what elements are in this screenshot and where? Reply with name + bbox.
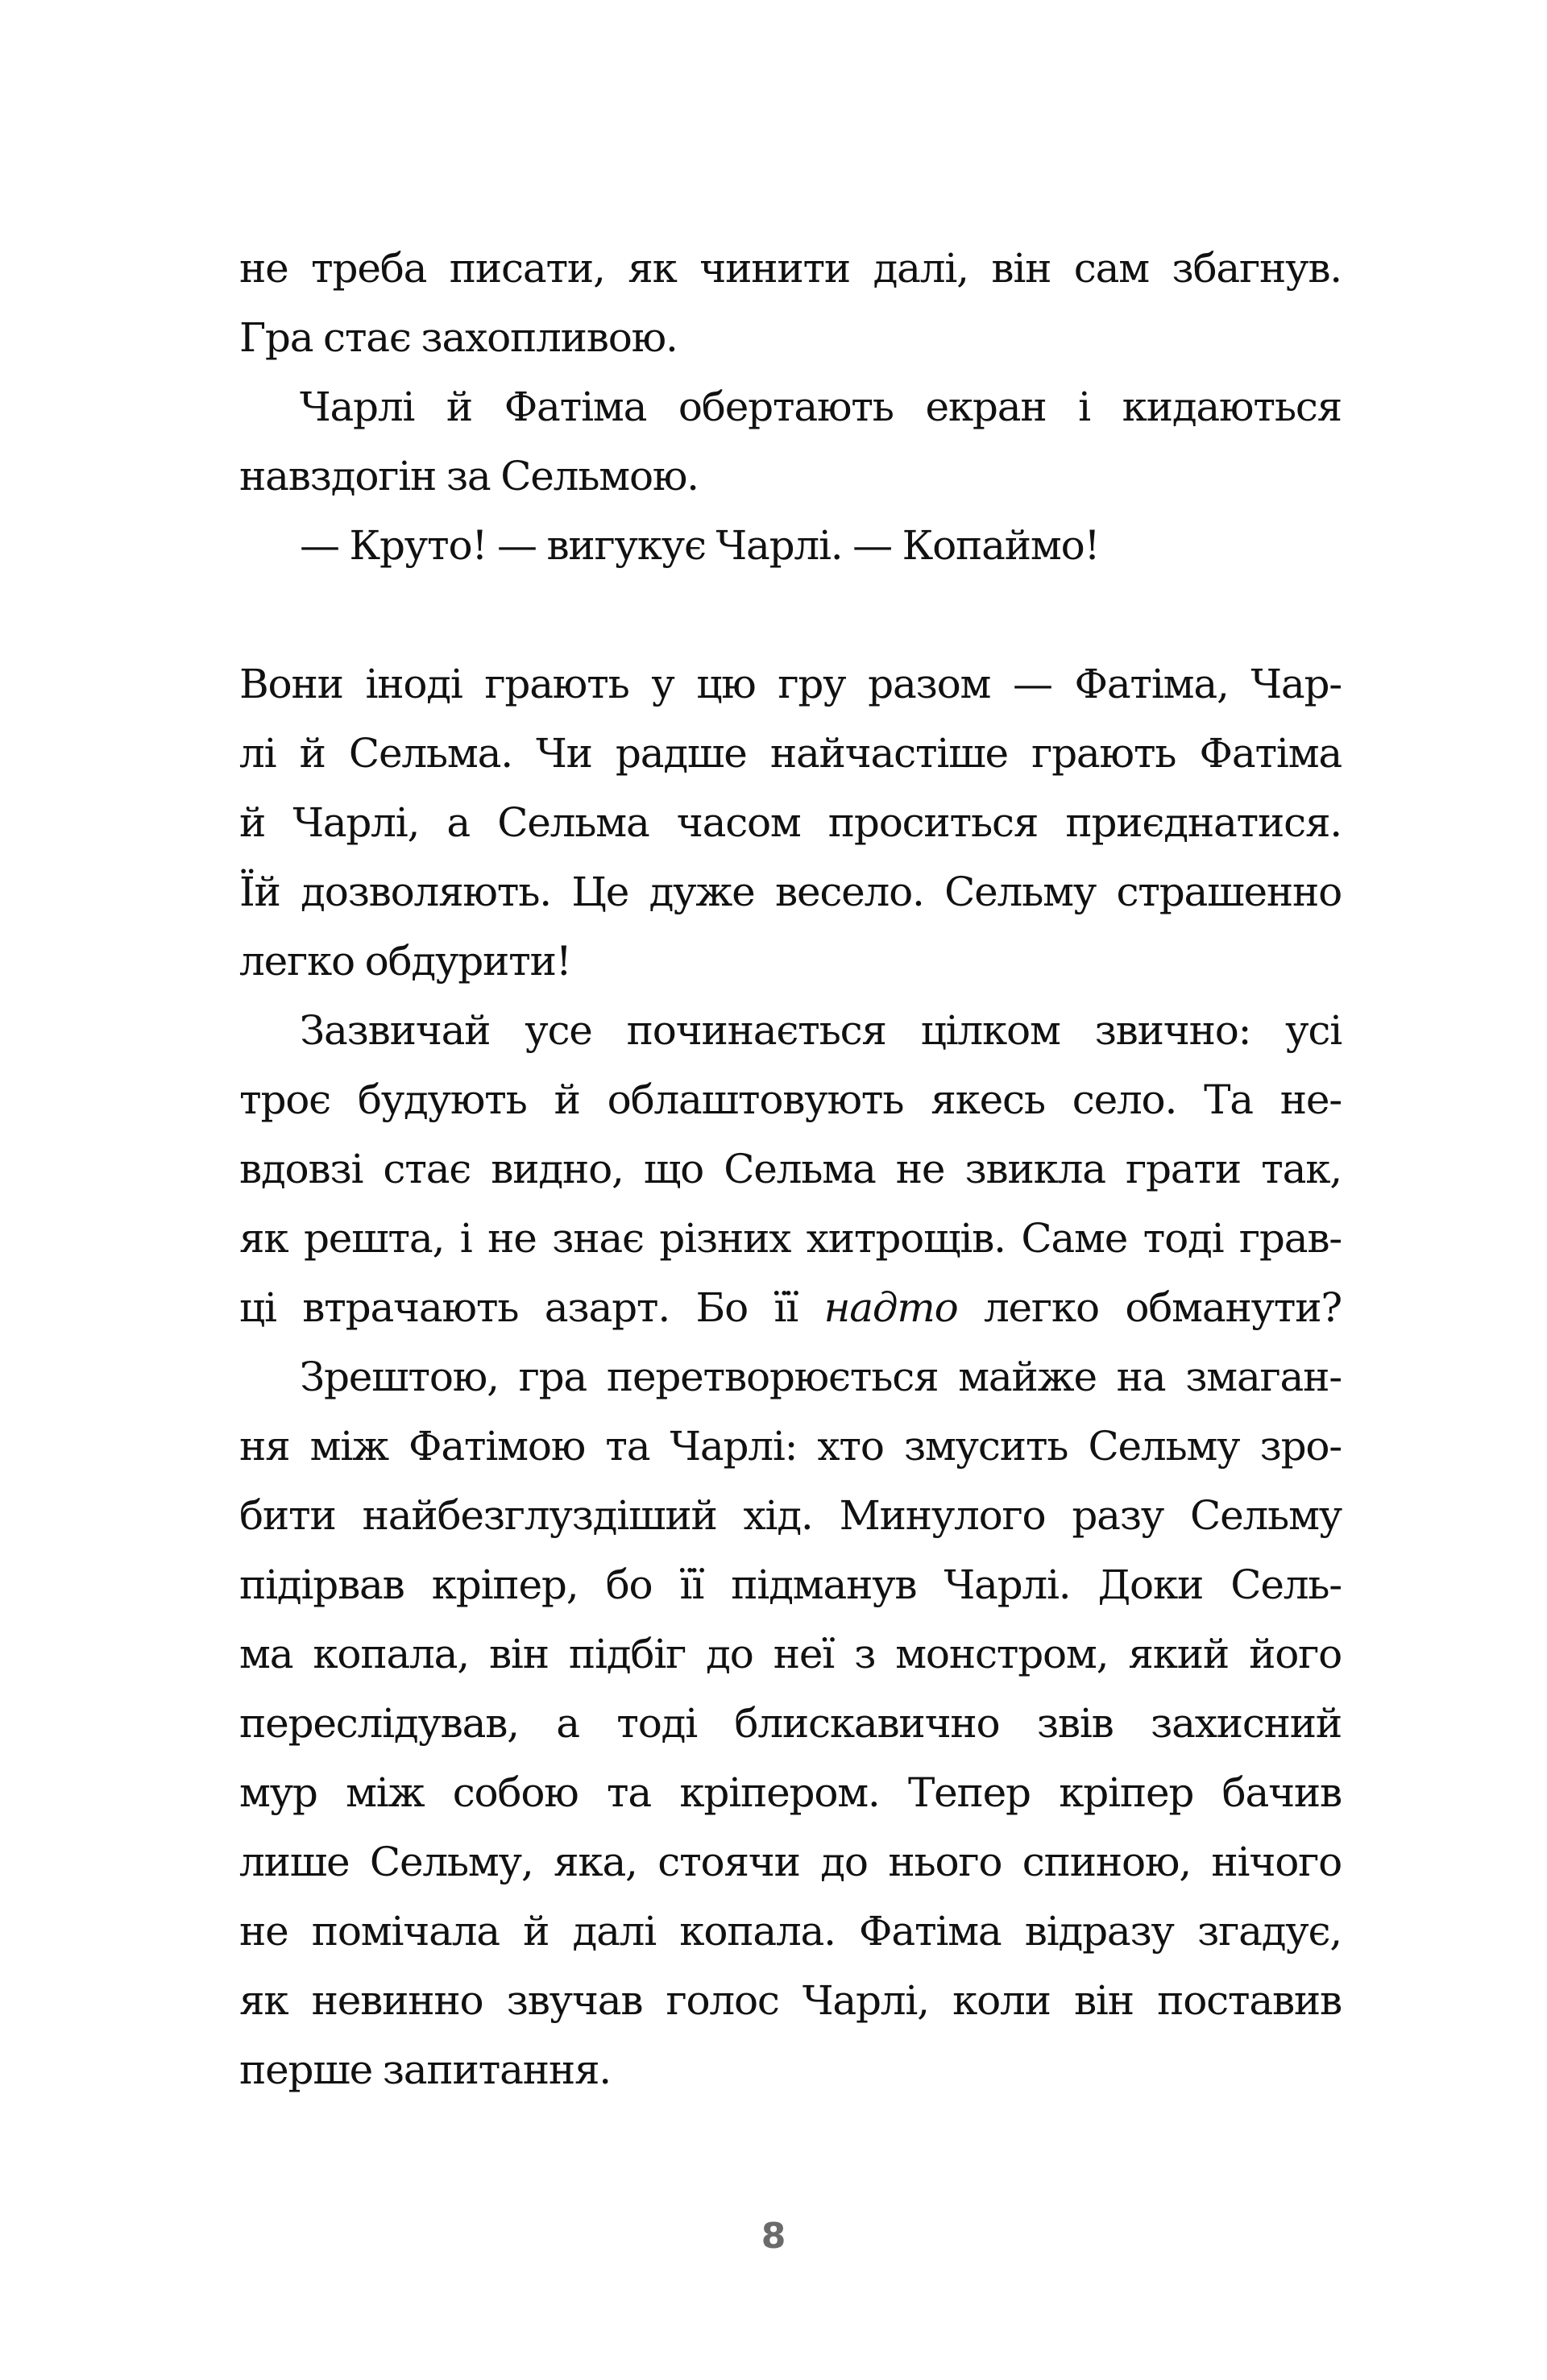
text-segment: ці втрачають азарт. Бо її — [239, 1284, 824, 1331]
text-line: ма копала, він підбіг до неї з монстром, який його — [239, 1631, 1342, 1677]
text-line: Зазвичай усе починається цілком звично: усі — [300, 1007, 1342, 1054]
text-line: бити найбезглуздіший хід. Минулого разу Сельму — [239, 1492, 1342, 1539]
text-line — [239, 1273, 1342, 1342]
page-number: 8 — [761, 2216, 786, 2257]
text-line: Зрештою, гра перетворюється майже на змаган- — [300, 1354, 1342, 1400]
text-line: не помічала й далі копала. Фатіма відразу згадує, — [239, 1908, 1342, 1955]
text-line: Гра стає захопливою. — [239, 314, 678, 361]
text-line: перше запитання. — [239, 2046, 611, 2093]
text-line: Чарлі й Фатіма обертають екран і кидаються — [300, 384, 1342, 430]
text-line: лі й Сельма. Чи радше найчастіше грають Фатіма — [239, 730, 1342, 777]
text-line: навздогін за Сельмою. — [239, 453, 699, 500]
text-line: лише Сельму, яка, стоячи до нього спиною, нічого — [239, 1839, 1342, 1885]
text-line: вдовзі стає видно, що Сельма не звикла грати так, — [239, 1146, 1342, 1192]
text-line: легко обдурити! — [239, 938, 571, 985]
text-segment: легко обманути? — [957, 1284, 1342, 1331]
dialogue-line: — Круто! — вигукує Чарлі. — Копаймо! — [300, 522, 1100, 569]
text-line: переслідував, а тоді блискавично звів захисний — [239, 1700, 1342, 1747]
text-line: й Чарлі, а Сельма часом проситься приєднатися. — [239, 799, 1342, 846]
text-line: як решта, і не знає різних хитрощів. Саме тоді грав- — [239, 1215, 1342, 1262]
text-line: ня між Фатімою та Чарлі: хто змусить Сельму зро- — [239, 1423, 1342, 1470]
text-line: Вони іноді грають у цю гру разом — Фатіма, Чар- — [239, 661, 1342, 707]
text-line: троє будують й облаштовують якесь село. Та не- — [239, 1076, 1342, 1123]
text-line: підірвав кріпер, бо її підманув Чарлі. Доки Сель- — [239, 1561, 1342, 1608]
text-line: як невинно звучав голос Чарлі, коли він поставив — [239, 1977, 1342, 2024]
text-line: мур між собою та кріпером. Тепер кріпер бачив — [239, 1769, 1342, 1816]
text-line: Їй дозволяють. Це дуже весело. Сельму страшенно — [239, 869, 1342, 915]
text-line: не треба писати, як чинити далі, він сам збагнув. — [239, 245, 1342, 292]
italic-emphasis: надто — [823, 1284, 958, 1331]
